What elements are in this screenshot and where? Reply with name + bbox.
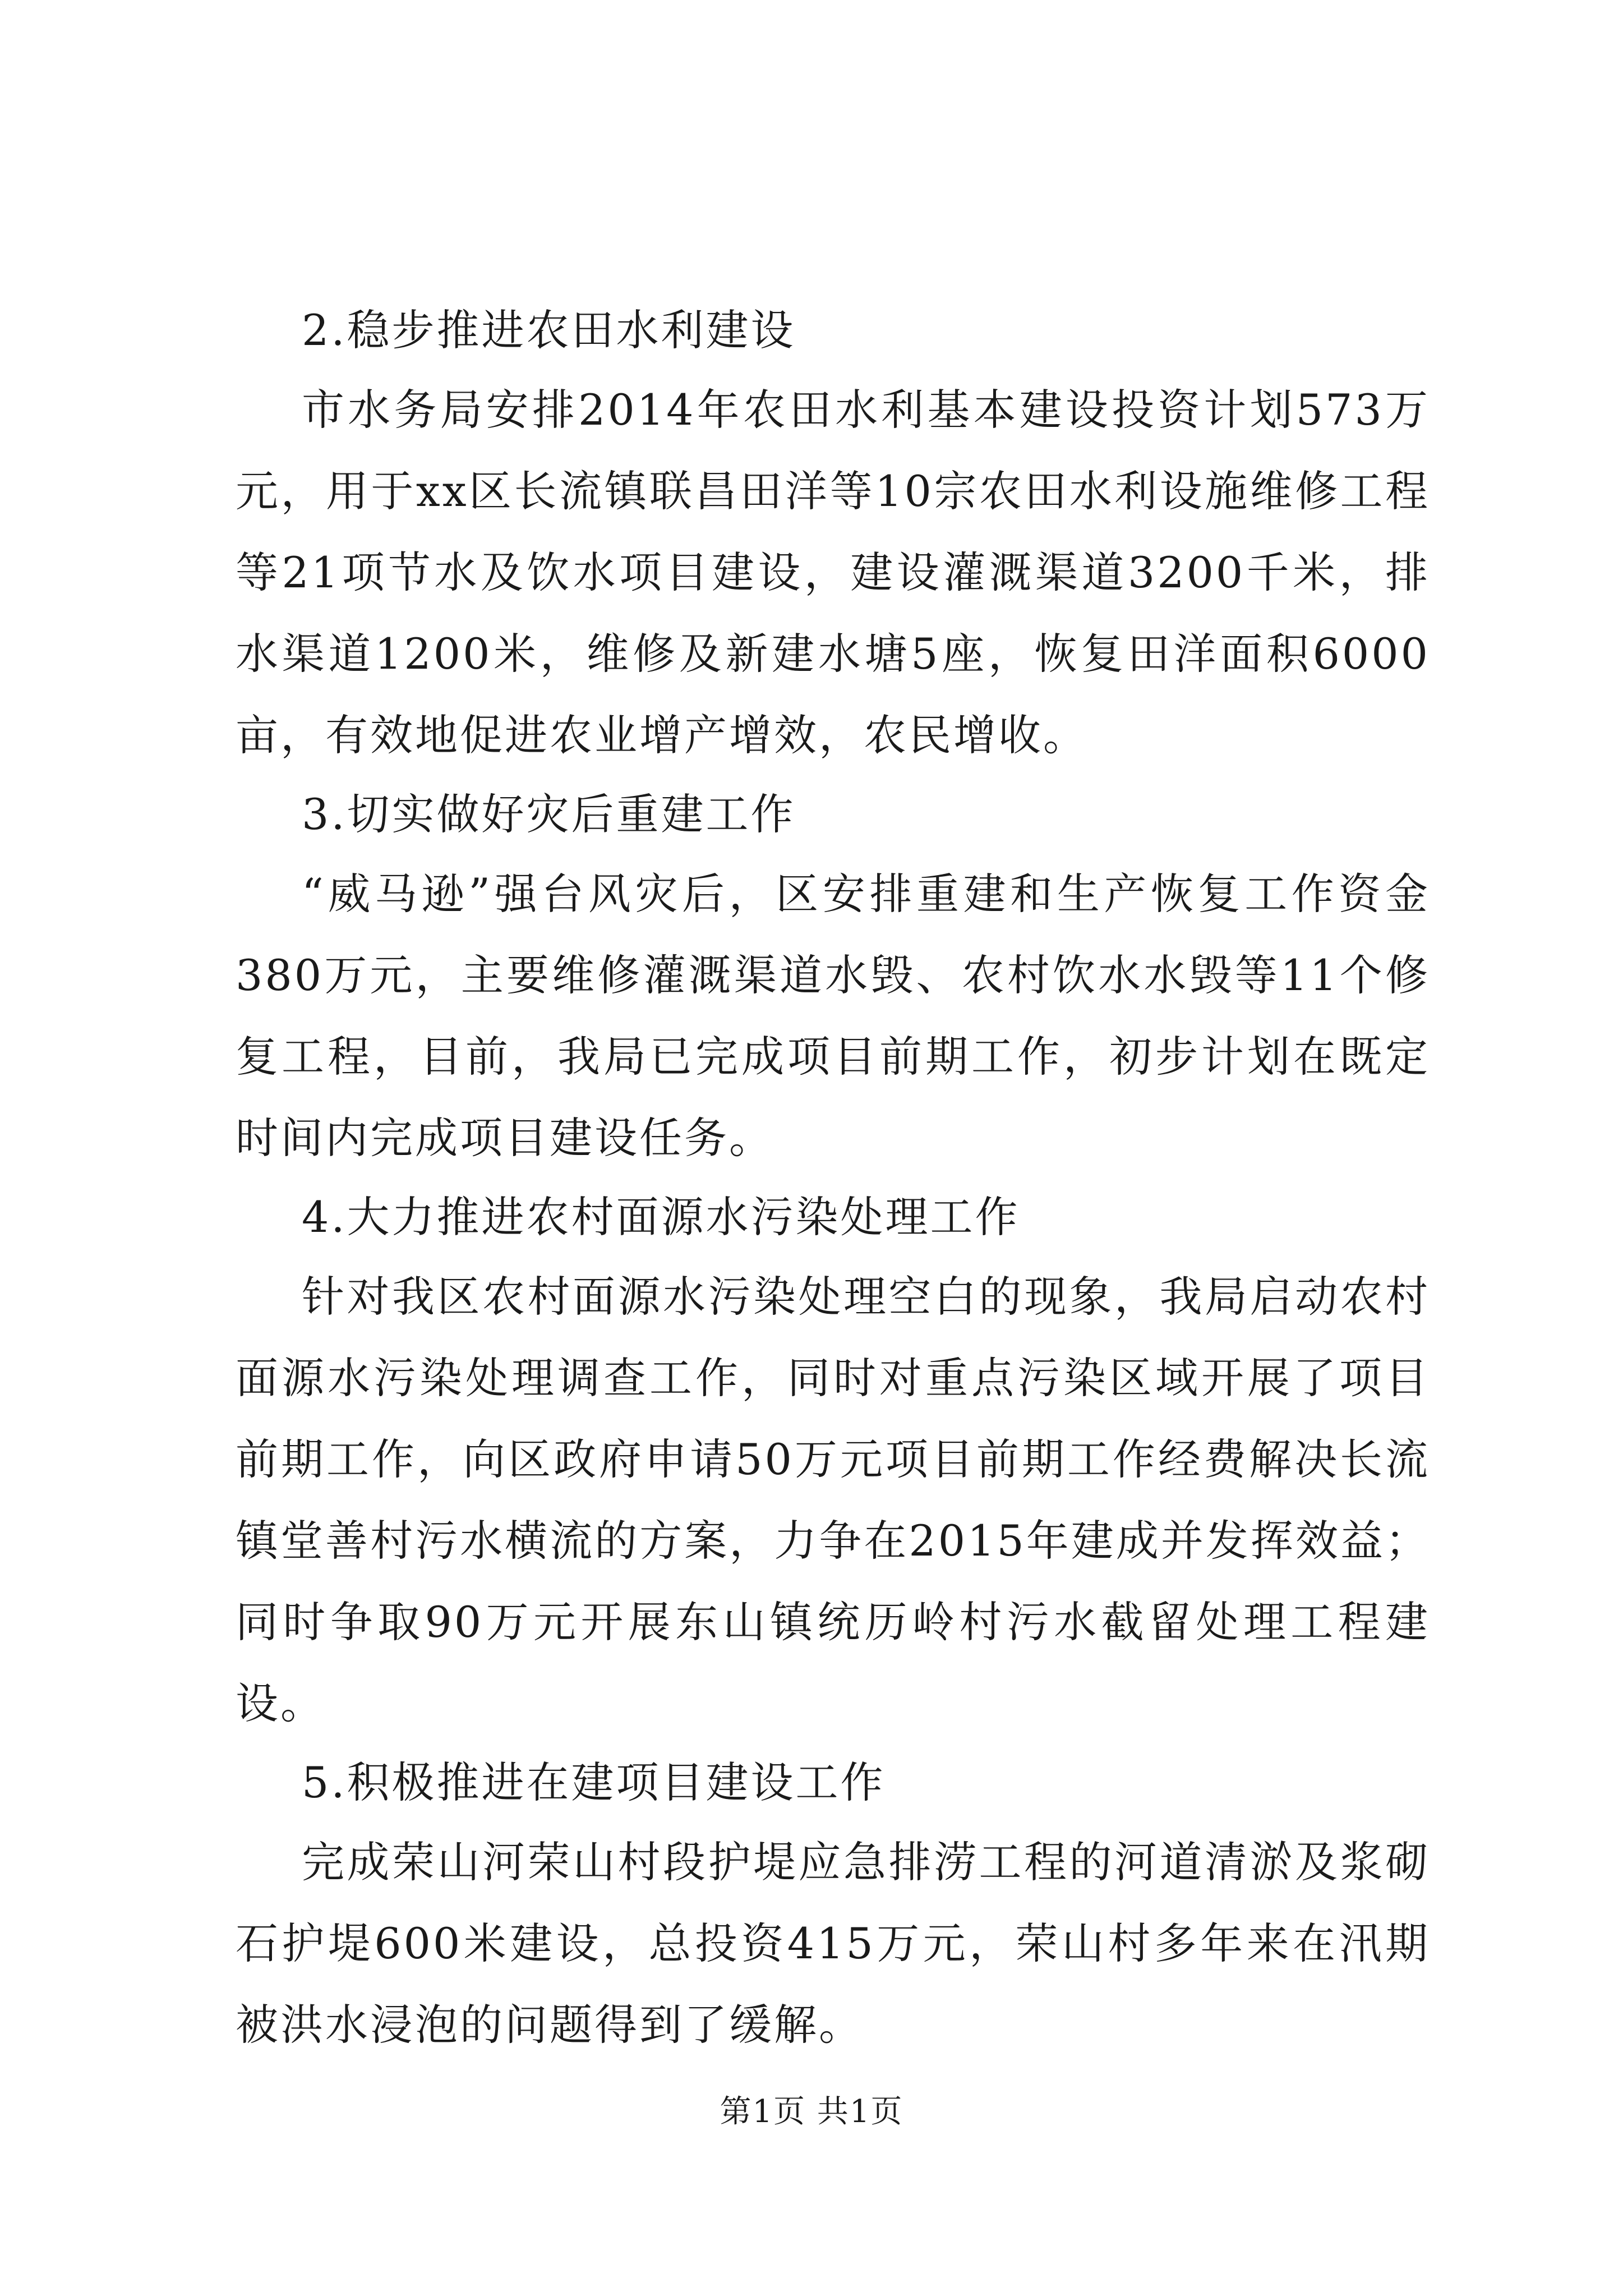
section-heading-4: 4.大力推进农村面源水污染处理工作 bbox=[302, 1192, 1020, 1242]
section-heading-3: 3.切实做好灾后重建工作 bbox=[302, 789, 796, 839]
document-body bbox=[236, 292, 1430, 2065]
section-paragraph-4: 针对我区农村面源水污染处理空白的现象，我局启动农村面源水污染处理调查工作，同时对重点污染区域开展了项目前期工作，向区政府申请50万元项目前期工作经费解决长流镇堂善村污水横流的方案，力争在2015年建成并发挥效益；同时争取90万元开展东山镇统历岭村污水截留处理工程建设。 bbox=[236, 1272, 1430, 1728]
section-heading-5: 5.积极推进在建项目建设工作 bbox=[302, 1757, 886, 1807]
section-paragraph-2: 市水务局安排2014年农田水利基本建设投资计划573万元，用于xx区长流镇联昌田洋等10宗农田水利设施维修工程等21项节水及饮水项目建设，建设灌溉渠道3200千米，排水渠道1200米，维修及新建水塘5座，恢复田洋面积6000亩，有效地促进农业增产增效，农民增收。 bbox=[236, 385, 1430, 760]
section-paragraph-5: 完成荣山河荣山村段护堤应急排涝工程的河道清淤及浆砌石护堤600米建设，总投资415万元，荣山村多年来在汛期被洪水浸泡的问题得到了缓解。 bbox=[236, 1837, 1430, 2050]
section-paragraph-3: “威马逊”强台风灾后，区安排重建和生产恢复工作资金380万元，主要维修灌溉渠道水毁、农村饮水水毁等11个修复工程，目前，我局已完成项目前期工作，初步计划在既定时间内完成项目建设任务。 bbox=[236, 869, 1430, 1163]
section-heading-2: 2.稳步推进农田水利建设 bbox=[302, 305, 796, 355]
page-footer: 第1页 共1页 bbox=[720, 2093, 903, 2130]
